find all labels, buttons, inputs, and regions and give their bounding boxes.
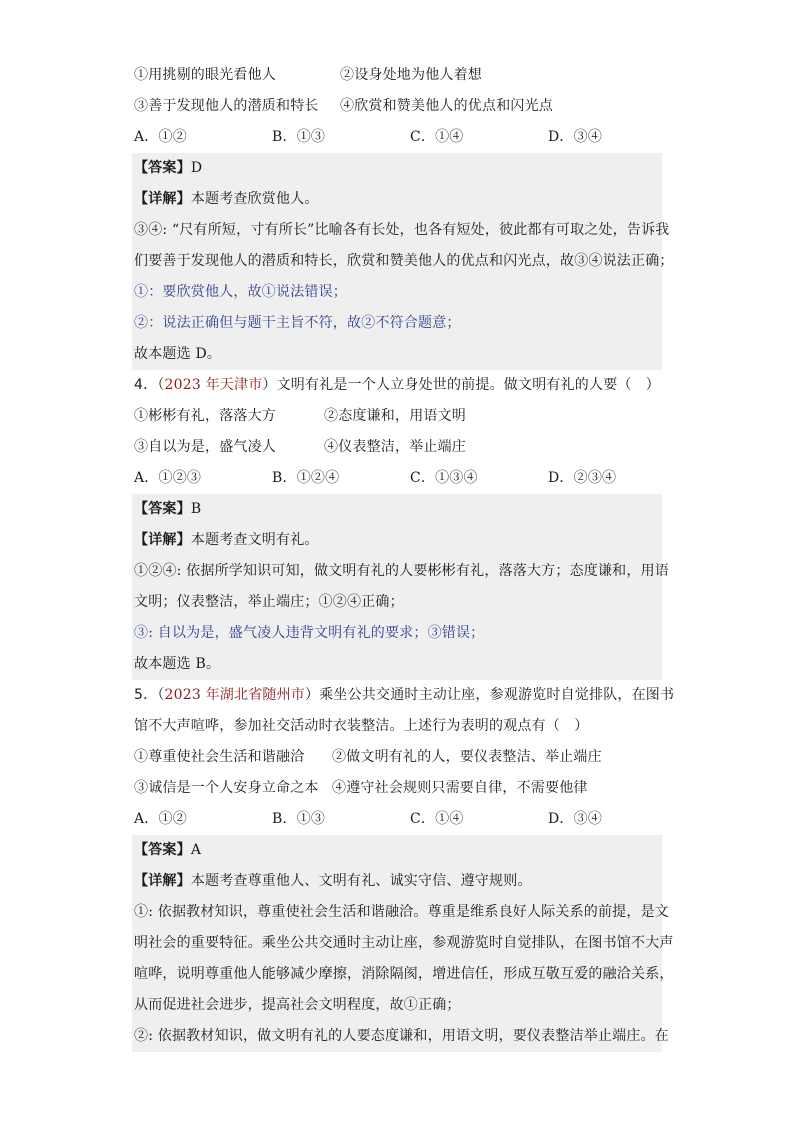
choice-a: A．①② (134, 129, 187, 145)
detail-intro-line (132, 866, 662, 897)
option-1: ①彬彬有礼，落落大方 (134, 408, 276, 424)
answer-line (132, 835, 662, 866)
detail-intro: 本题考查欣赏他人。 (190, 191, 319, 207)
detail-tag: 【详解】 (134, 191, 191, 207)
detail-line: 文明；仪表整洁，举止端庄；①②④正确； (132, 587, 662, 618)
option-4: ④欣赏和赞美他人的优点和闪光点 (340, 98, 553, 114)
detail-line: ②：说法正确但与题干主旨不符，故②不符合题意； (132, 308, 662, 339)
detail-intro-line (132, 525, 662, 556)
answer-value: A (190, 842, 202, 858)
detail-line: 从而促进社会进步，提高社会文明程度，故①正确； (132, 990, 662, 1021)
document-page (132, 60, 675, 1052)
option-3: ③自以为是，盛气凌人 (134, 439, 276, 455)
choice-d: D．③④ (548, 811, 603, 827)
detail-intro: 本题考查文明有礼。 (190, 532, 319, 548)
option-3: ③诚信是一个人安身立命之本 (134, 780, 319, 796)
choices-row (132, 122, 662, 153)
choice-d: D．②③④ (548, 470, 617, 486)
option-4: ④遵守社会规则只需要自律，不需要他律 (332, 780, 588, 796)
option-2: ②做文明有礼的人，要仪表整洁、举止端庄 (332, 749, 602, 765)
detail-tag: 【详解】 (134, 873, 191, 889)
question-number: 4． (134, 377, 158, 393)
choice-c: C．①④ (410, 129, 464, 145)
question-5-stem (132, 680, 675, 711)
choice-b: B．①②④ (272, 470, 340, 486)
options-row (132, 60, 662, 91)
question-source: 2023 年天津市 (164, 377, 263, 393)
detail-line: ①②④: 依据所学知识可知，做文明有礼的人要彬彬有礼，落落大方；态度谦和，用语 (132, 556, 662, 587)
options-row (132, 773, 662, 804)
answer-tag: 【答案】 (134, 842, 191, 858)
source-open: （ (157, 377, 165, 393)
question-text-continued: 馆不大声喧哗，参加社交活动时衣装整洁。上述行为表明的观点有（ ） (134, 718, 589, 734)
detail-line: ①: 依据教材知识，尊重使社会生活和谐融洽。尊重是维系良好人际关系的前提，是文 (132, 897, 662, 928)
option-3: ③善于发现他人的潜质和特长 (134, 98, 319, 114)
question-text: 文明有礼是一个人立身处世的前提。做文明有礼的人要（ ） (276, 377, 661, 393)
conclusion-line: 故本题选 B。 (132, 649, 662, 680)
detail-line: ③④: “尺有所短，寸有所长”比喻各有长处，也各有短处，彼此都有可取之处，告诉我 (132, 215, 662, 246)
answer-value: B (190, 501, 202, 517)
answer-value: D (190, 160, 203, 176)
detail-line: ②: 依据教材知识，做文明有礼的人要态度谦和，用语文明，要仪表整洁举止端庄。在 (132, 1021, 662, 1052)
option-1: ①尊重使社会生活和谐融洽 (134, 749, 305, 765)
choice-b: B．①③ (272, 811, 326, 827)
detail-line: 明社会的重要特征。乘坐公共交通时主动让座，参观游览时自觉排队，在图书馆不大声 (132, 928, 662, 959)
option-4: ④仪表整洁，举止端庄 (324, 439, 466, 455)
detail-tag: 【详解】 (134, 532, 191, 548)
question-4-stem (132, 370, 662, 401)
source-close: ） (262, 377, 277, 393)
choice-a: A．①② (134, 811, 187, 827)
detail-intro-line (132, 184, 662, 215)
source-close: ） (305, 687, 320, 703)
detail-line: ③: 自以为是，盛气凌人违背文明有礼的要求；③错误； (132, 618, 662, 649)
question-text: 乘坐公共交通时主动让座，参观游览时自觉排队，在图书 (319, 687, 675, 703)
option-2: ②设身处地为他人着想 (340, 67, 482, 83)
options-row (132, 91, 662, 122)
choice-c: C．①③④ (410, 470, 478, 486)
option-1: ①用挑剔的眼光看他人 (134, 67, 276, 83)
conclusion-line: 故本题选 D。 (132, 339, 662, 370)
choice-a: A．①②③ (134, 470, 202, 486)
question-number: 5． (134, 687, 158, 703)
source-open: （ (157, 687, 165, 703)
detail-line: ①：要欣赏他人，故①说法错误； (132, 277, 662, 308)
detail-line: 们要善于发现他人的潜质和特长，欣赏和赞美他人的优点和闪光点，故③④说法正确； (132, 246, 662, 277)
choice-c: C．①④ (410, 811, 464, 827)
answer-tag: 【答案】 (134, 160, 191, 176)
options-row (132, 432, 662, 463)
answer-line (132, 153, 662, 184)
choices-row (132, 463, 662, 494)
answer-line (132, 494, 662, 525)
question-source: 2023 年湖北省随州市 (164, 687, 305, 703)
options-row (132, 401, 662, 432)
option-2: ②态度谦和，用语文明 (324, 408, 466, 424)
choice-b: B．①③ (272, 129, 326, 145)
detail-line: 喧哗，说明尊重他人能够减少摩擦，消除隔阂，增进信任，形成互敬互爱的融洽关系， (132, 959, 662, 990)
answer-tag: 【答案】 (134, 501, 191, 517)
options-row (132, 742, 662, 773)
choices-row (132, 804, 662, 835)
detail-intro: 本题考查尊重他人、文明有礼、诚实守信、遵守规则。 (190, 873, 532, 889)
choice-d: D．③④ (548, 129, 603, 145)
